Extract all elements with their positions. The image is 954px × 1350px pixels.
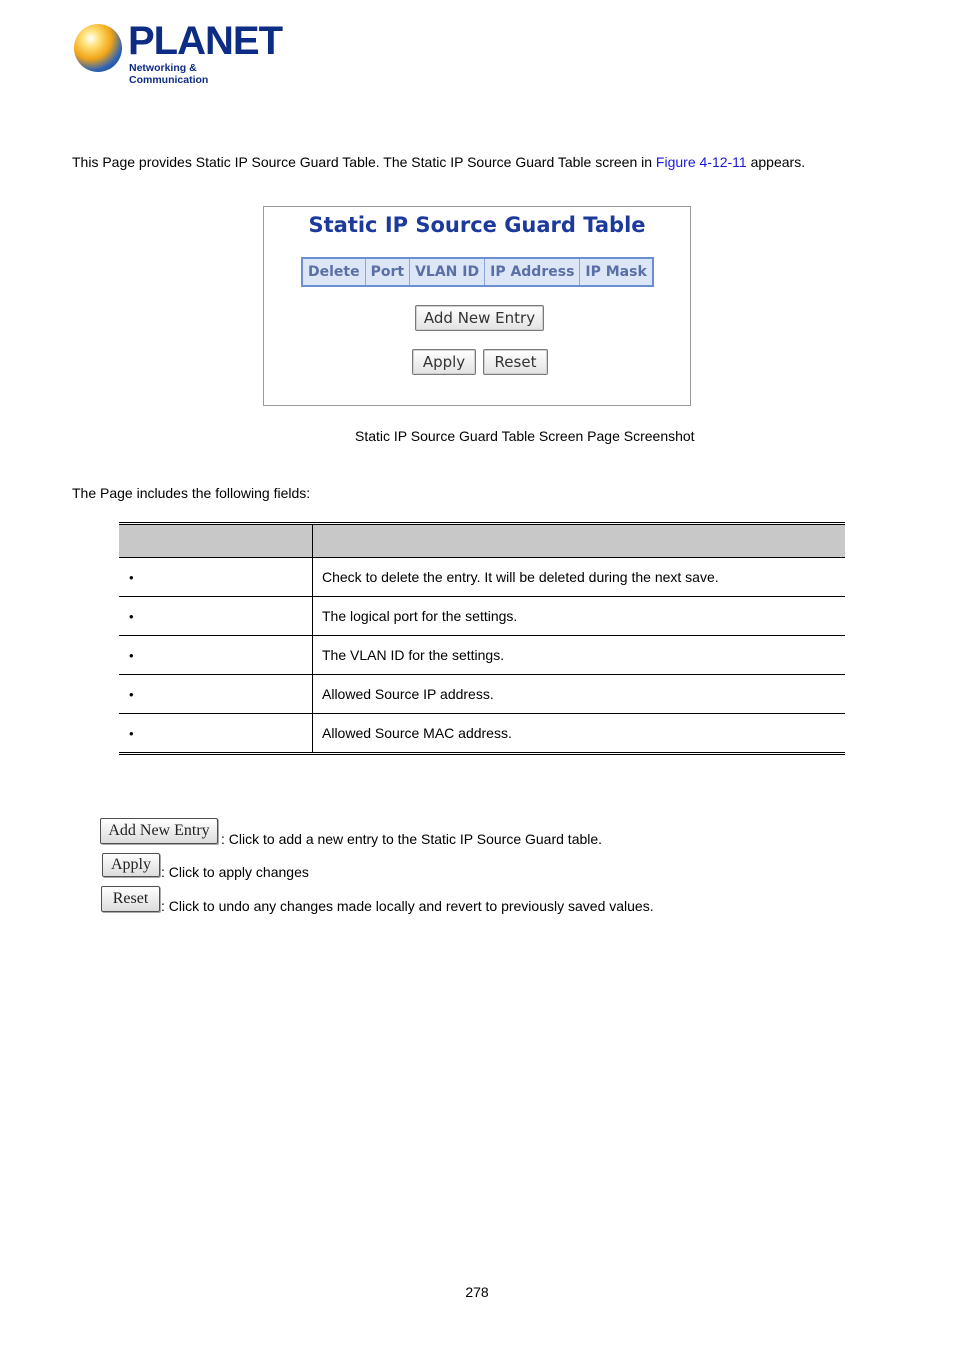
legend-reset-button[interactable]: Reset [101, 886, 160, 912]
intro-text: This Page provides Static IP Source Guard Table. The Static IP Source Guard Table screen in [72, 154, 656, 170]
legend-apply-button[interactable]: Apply [102, 853, 160, 877]
source-guard-table [301, 257, 654, 287]
bullet-icon: • [129, 609, 134, 624]
column-port: Port [365, 258, 409, 286]
brand-tagline: Networking & Communication [129, 62, 209, 86]
intro-text-end: appears. [746, 154, 806, 170]
table-row [119, 675, 845, 714]
page-number: 278 [465, 1284, 489, 1300]
object-cell [119, 558, 313, 597]
column-ip-address: IP Address [485, 258, 580, 286]
table-row [119, 636, 845, 675]
bullet-icon: • [129, 726, 134, 741]
description-cell: The logical port for the settings. [313, 597, 846, 636]
description-cell: Check to delete the entry. It will be deleted during the next save. [313, 558, 846, 597]
object-cell [119, 636, 313, 675]
figure-caption: Static IP Source Guard Table Screen Page Screenshot [355, 428, 695, 444]
column-vlan-id: VLAN ID [410, 258, 485, 286]
object-cell [119, 675, 313, 714]
table-row [119, 558, 845, 597]
add-new-entry-button[interactable]: Add New Entry [415, 305, 544, 331]
header-object [119, 524, 313, 558]
table-row [119, 714, 845, 754]
apply-button[interactable]: Apply [412, 349, 476, 375]
globe-logo-icon [74, 24, 122, 72]
bullet-icon: • [129, 570, 134, 585]
planet-logo [72, 19, 282, 86]
table-row [119, 597, 845, 636]
description-cell: Allowed Source MAC address. [313, 714, 846, 754]
object-cell [119, 714, 313, 754]
header-description [313, 524, 846, 558]
brand-name: PLANET [128, 19, 282, 63]
fields-table [119, 522, 845, 755]
bullet-icon: • [129, 687, 134, 702]
reset-button[interactable]: Reset [483, 349, 548, 375]
intro-paragraph [72, 153, 805, 171]
figure-link[interactable]: Figure 4-12-11 [655, 154, 747, 170]
column-ip-mask: IP Mask [580, 258, 653, 286]
description-cell: The VLAN ID for the settings. [313, 636, 846, 675]
description-cell: Allowed Source IP address. [313, 675, 846, 714]
bullet-icon: • [129, 648, 134, 663]
fields-header-row [119, 524, 845, 558]
column-delete: Delete [302, 258, 365, 286]
fields-intro: The Page includes the following fields: [72, 485, 311, 501]
screenshot-title: Static IP Source Guard Table [308, 213, 646, 237]
object-cell [119, 597, 313, 636]
screenshot-frame [263, 206, 691, 406]
legend-reset-text: : Click to undo any changes made locally and revert to previously saved values. [161, 898, 654, 914]
legend-add-new-entry-button[interactable]: Add New Entry [100, 818, 218, 844]
legend-apply-text: : Click to apply changes [161, 864, 309, 880]
legend-add-text: : Click to add a new entry to the Static IP Source Guard table. [221, 831, 603, 847]
